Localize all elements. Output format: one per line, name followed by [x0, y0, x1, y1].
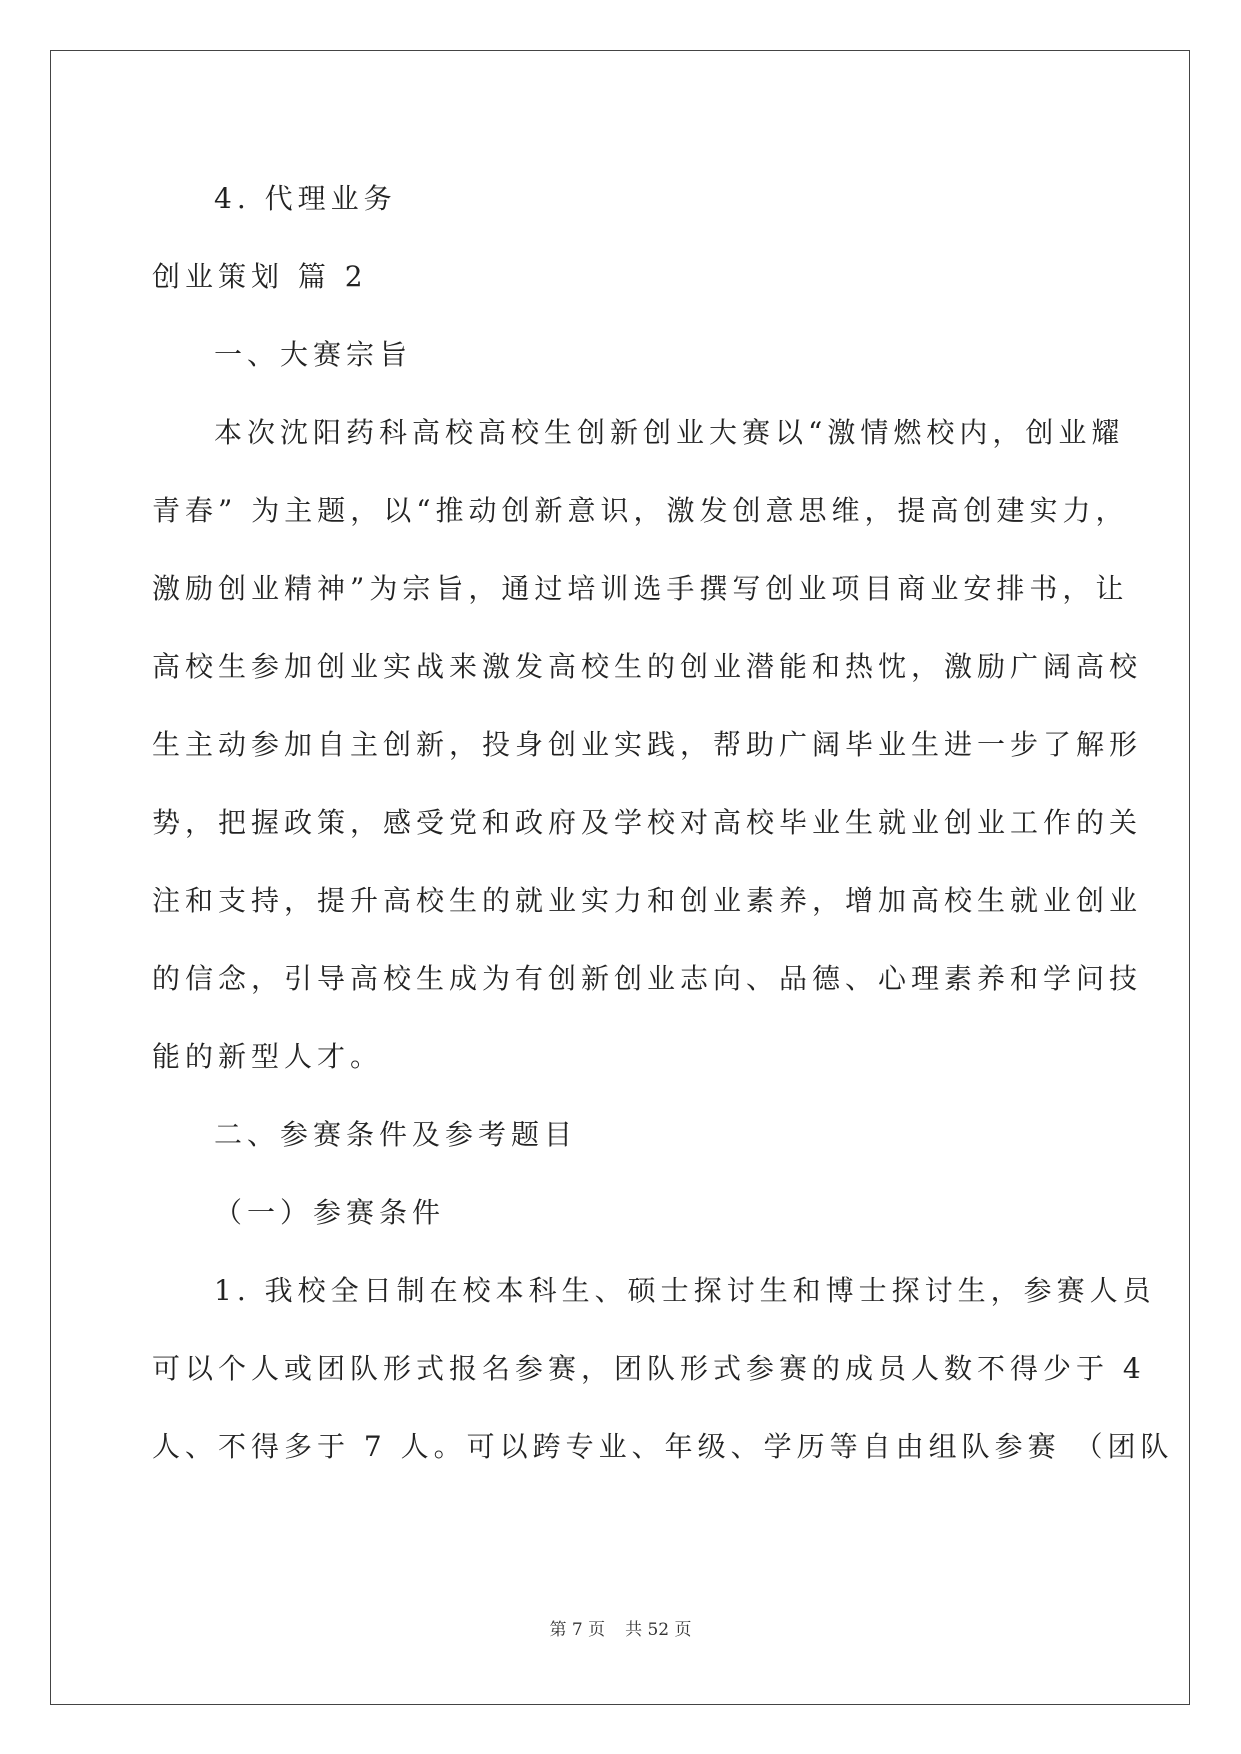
- paragraph-line: 势，把握政策，感受党和政府及学校对高校毕业生就业创业工作的关: [152, 806, 1143, 839]
- paragraph-line: 能的新型人才。: [152, 1040, 384, 1073]
- paragraph-line: 高校生参加创业实战来激发高校生的创业潜能和热忱，激励广阔高校: [152, 650, 1143, 683]
- paragraph-line: 1. 我校全日制在校本科生、硕士探讨生和博士探讨生，参赛人员: [214, 1274, 1156, 1307]
- subheading-conditions: （一）参赛条件: [214, 1196, 446, 1229]
- paragraph-line: 的信念，引导高校生成为有创新创业志向、品德、心理素养和学问技: [152, 962, 1143, 995]
- section-line-agency: 4. 代理业务: [214, 182, 397, 215]
- page-footer: [0, 1615, 1241, 1640]
- paragraph-line: 本次沈阳药科高校高校生创新创业大赛以“激情燃校内，创业耀: [214, 416, 1125, 449]
- heading-conditions: 二、参赛条件及参考题目: [214, 1118, 578, 1151]
- heading-purpose: 一、大赛宗旨: [214, 338, 413, 371]
- page-number: 第 7 页: [549, 1620, 606, 1640]
- total-pages: 共 52 页: [625, 1620, 692, 1640]
- chapter-title: 创业策划 篇 2: [152, 260, 368, 293]
- paragraph-line: 人、不得多于 7 人。可以跨专业、年级、学历等自由组队参赛 （团队: [152, 1430, 1174, 1463]
- paragraph-line: 青春” 为主题，以“推动创新意识，激发创意思维，提高创建实力，: [152, 494, 1129, 527]
- document-body: [152, 160, 1174, 1486]
- paragraph-line: 可以个人或团队形式报名参赛，团队形式参赛的成员人数不得少于 4: [152, 1352, 1146, 1385]
- paragraph-line: 激励创业精神”为宗旨，通过培训选手撰写创业项目商业安排书，让: [152, 572, 1129, 605]
- paragraph-line: 生主动参加自主创新，投身创业实践，帮助广阔毕业生进一步了解形: [152, 728, 1143, 761]
- paragraph-line: 注和支持，提升高校生的就业实力和创业素养，增加高校生就业创业: [152, 884, 1143, 917]
